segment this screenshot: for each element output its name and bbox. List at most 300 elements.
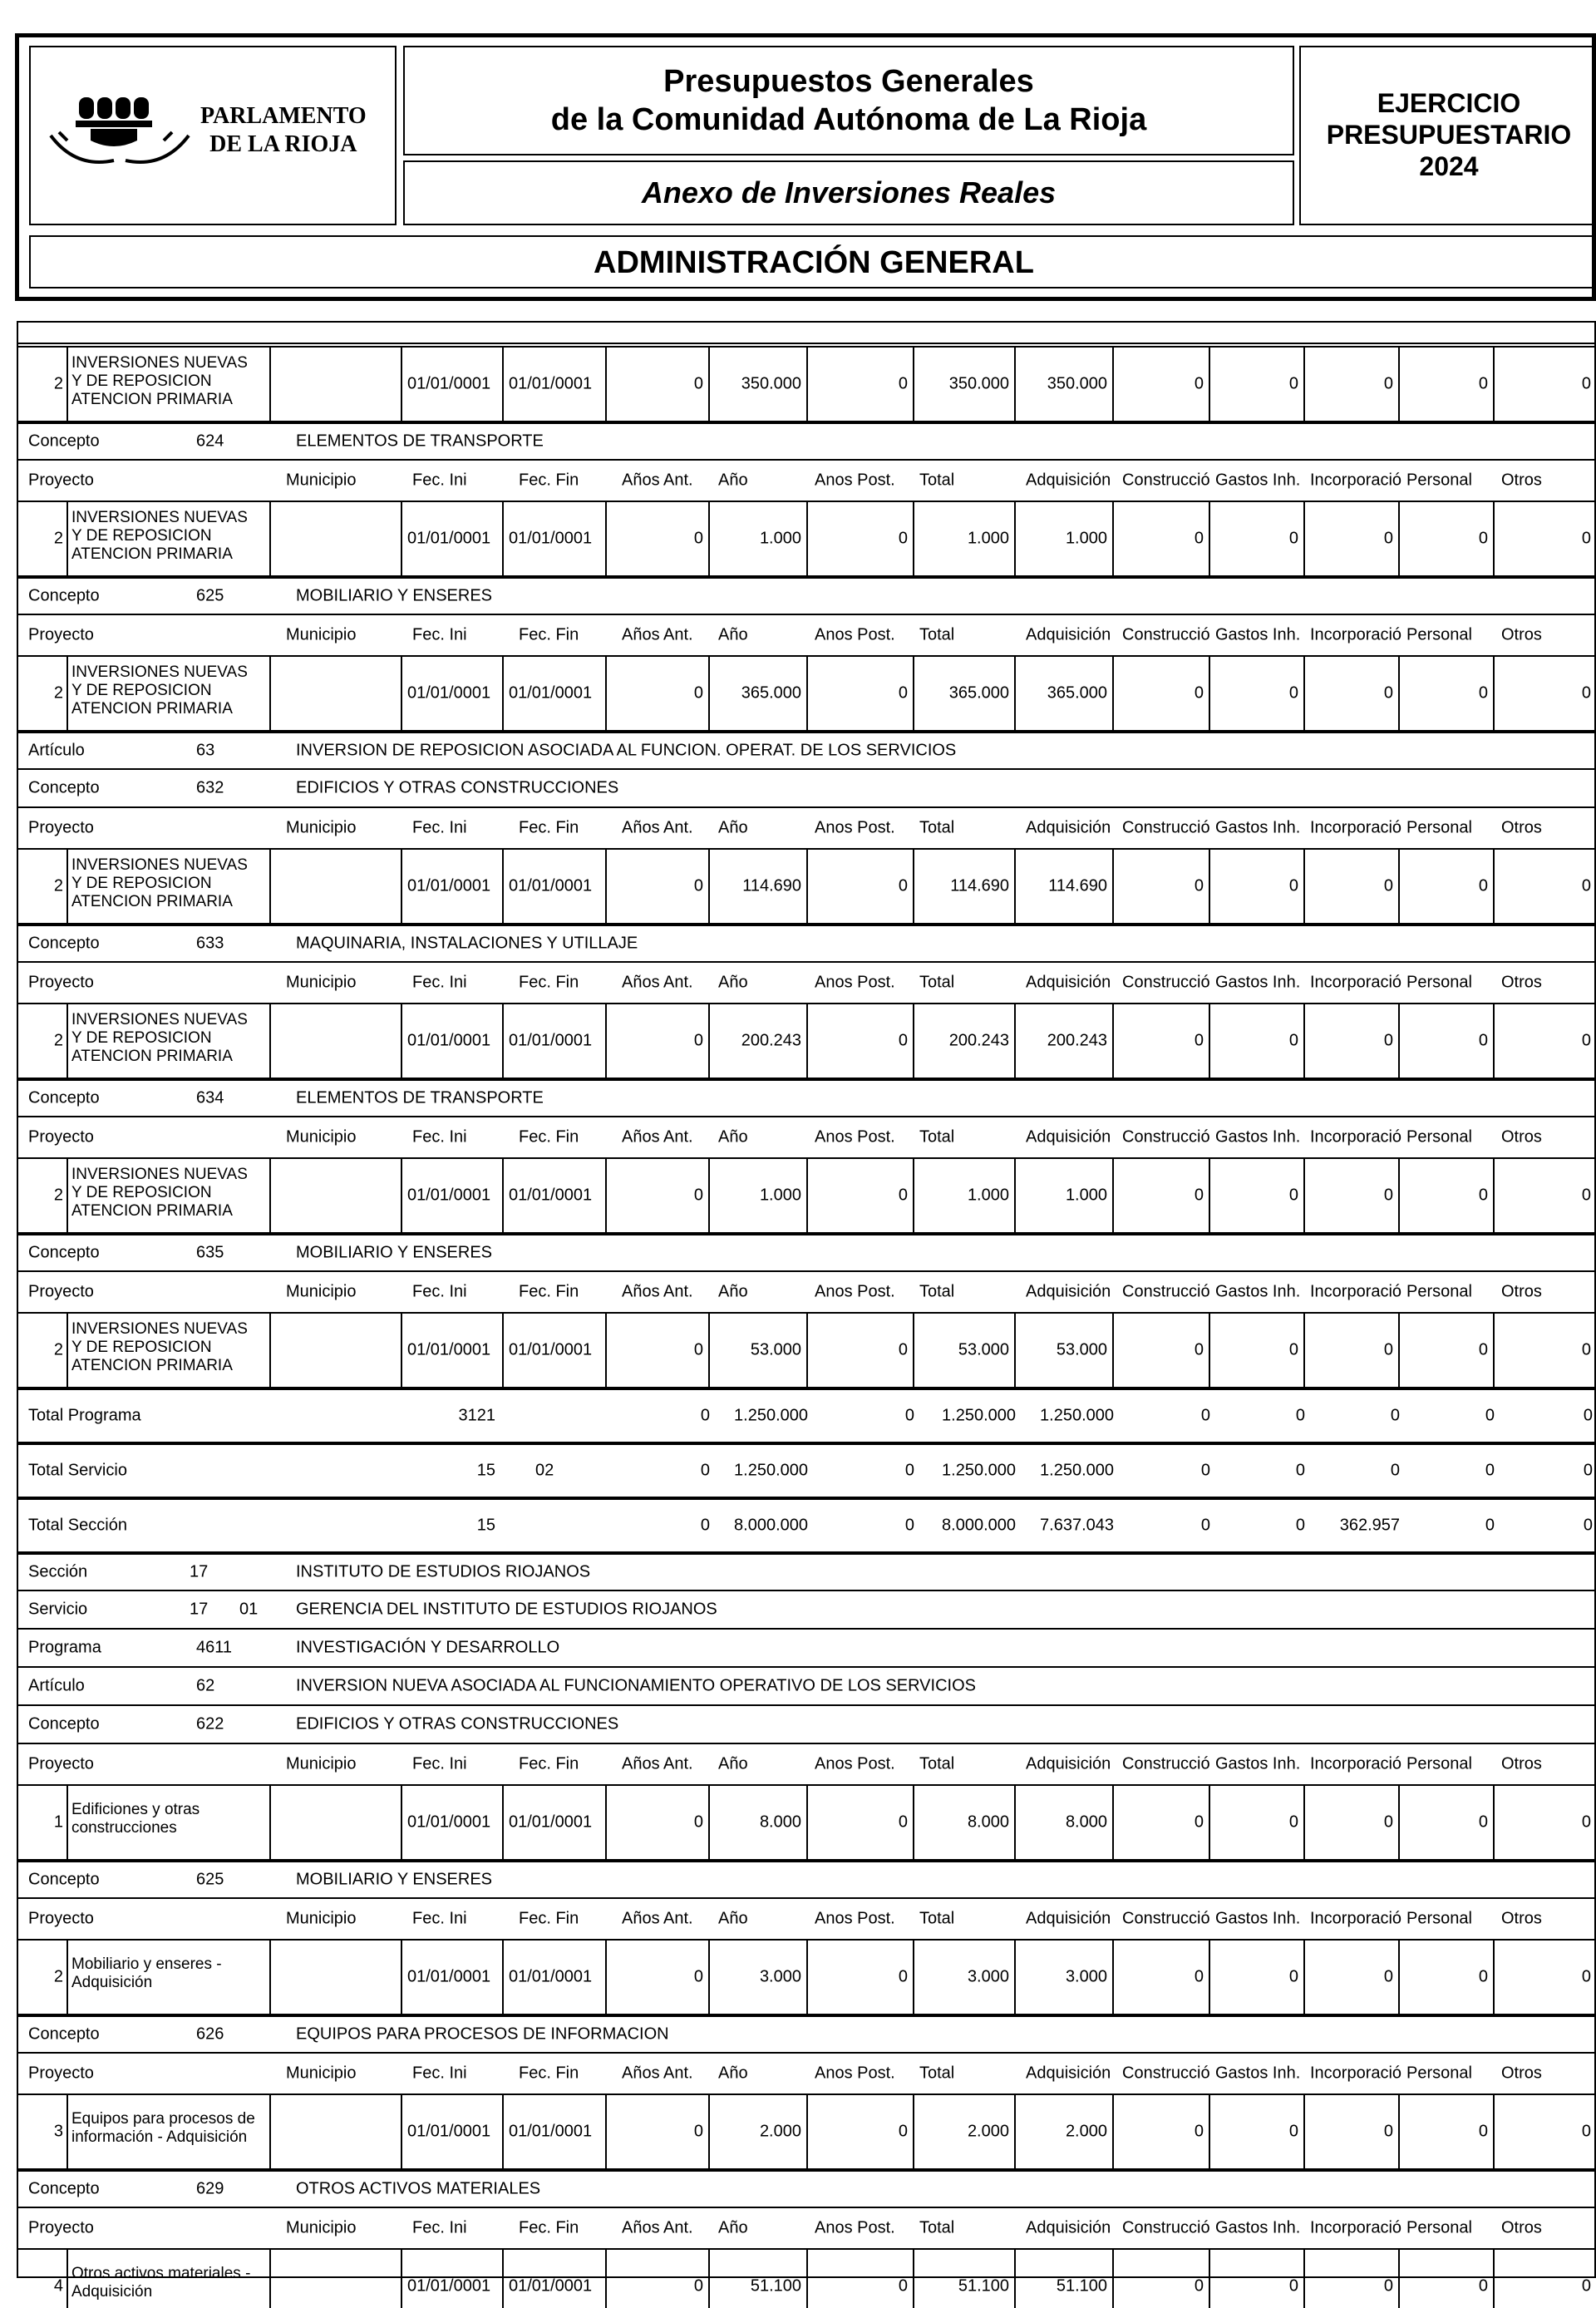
value-cell	[914, 1314, 1016, 1387]
value-cell	[1114, 657, 1210, 730]
column-header: Fec. Ini	[412, 625, 467, 644]
value-cell	[1400, 348, 1495, 421]
value-cell	[710, 1314, 808, 1387]
value-cell	[808, 1786, 914, 1859]
value-cell	[1400, 1941, 1495, 2014]
value: 0	[1194, 2276, 1204, 2296]
column-header: Año	[718, 625, 748, 644]
column-header: Años Ant.	[622, 625, 693, 644]
description-line: Y DE REPOSICION	[71, 875, 212, 892]
column-header: Años Ant.	[622, 973, 693, 992]
row-code: 626	[196, 2024, 224, 2044]
value-cell	[1495, 2250, 1596, 2308]
project-description	[66, 1786, 271, 1859]
column-header: Personal	[1406, 818, 1472, 837]
value: 114.690	[1048, 876, 1107, 895]
section-label-row	[18, 1551, 1596, 1590]
value: 0	[693, 1031, 703, 1050]
section-label-row	[18, 1859, 1596, 1897]
column-header: Anos Post.	[815, 1127, 895, 1147]
value: 0	[1478, 1340, 1488, 1359]
row-text: EDIFICIOS Y OTRAS CONSTRUCCIONES	[296, 1714, 619, 1733]
municipio-cell	[271, 502, 402, 575]
column-header: Años Ant.	[622, 1127, 693, 1147]
row-label: Concepto	[28, 1243, 100, 1262]
value: 1.000	[759, 1186, 801, 1205]
column-header: Años Ant.	[622, 1754, 693, 1773]
column-header: Proyecto	[28, 625, 94, 644]
fecha-fin: 01/01/0001	[509, 529, 593, 548]
project-number: 2	[53, 1031, 63, 1050]
row-code: 17	[190, 1562, 209, 1581]
value: 0	[1194, 1812, 1204, 1832]
section-title: ADMINISTRACIÓN GENERAL	[29, 235, 1596, 288]
column-header: Municipio	[286, 1909, 357, 1928]
document-title	[403, 46, 1294, 155]
annex-title: Anexo de Inversiones Reales	[403, 160, 1294, 225]
value: 3.000	[759, 1967, 801, 1986]
column-header: Gastos Inh.	[1215, 471, 1301, 490]
municipio-cell	[271, 1159, 402, 1232]
value: 0	[1478, 683, 1488, 703]
project-number: 2	[53, 876, 63, 895]
column-header: Proyecto	[28, 471, 94, 490]
value: 0	[1194, 1967, 1204, 1986]
value-cell	[607, 850, 710, 923]
row-code-secondary: 01	[239, 1600, 259, 1619]
value-cell	[1210, 2250, 1305, 2308]
value-cell	[1305, 850, 1400, 923]
project-number: 2	[53, 1340, 63, 1359]
column-header: Adquisición	[1026, 1127, 1111, 1147]
value-cell	[914, 2250, 1016, 2308]
column-header-row	[18, 2052, 1596, 2093]
fecha-fin: 01/01/0001	[509, 2276, 593, 2296]
section-label-row	[18, 2014, 1596, 2052]
section-label-row	[18, 575, 1596, 614]
value: 350.000	[741, 374, 801, 393]
column-header: Total	[919, 2064, 955, 2083]
column-header: Años Ant.	[622, 471, 693, 490]
description-line: información - Adquisición	[71, 2128, 248, 2146]
row-code: 635	[196, 1243, 224, 1262]
investments-table	[17, 321, 1596, 2301]
total-value: 0	[1583, 1461, 1593, 1480]
value-cell	[607, 2250, 710, 2308]
value-cell	[710, 850, 808, 923]
value: 0	[1194, 876, 1204, 895]
column-header: Gastos Inh.	[1215, 1909, 1301, 1928]
column-header: Personal	[1406, 1127, 1472, 1147]
fecha-inicio: 01/01/0001	[407, 683, 491, 703]
project-description	[66, 1004, 271, 1078]
value: 0	[693, 876, 703, 895]
value-cell	[1495, 1004, 1596, 1078]
column-header-row	[18, 806, 1596, 848]
section-label-row	[18, 1078, 1596, 1116]
municipio-cell	[271, 657, 402, 730]
value: 0	[693, 2122, 703, 2141]
value: 200.243	[1047, 1031, 1107, 1050]
value-cell	[1400, 850, 1495, 923]
value-cell	[1495, 1941, 1596, 2014]
row-text: MOBILIARIO Y ENSERES	[296, 586, 493, 605]
fecha-inicio: 01/01/0001	[407, 1967, 491, 1986]
value: 0	[1383, 2276, 1393, 2296]
value: 0	[1288, 2122, 1298, 2141]
total-code-secondary: 02	[535, 1461, 554, 1480]
column-header: Otros	[1501, 1282, 1542, 1301]
row-code: 633	[196, 934, 224, 953]
value-cell	[1210, 1941, 1305, 2014]
description-line: INVERSIONES NUEVAS	[71, 1011, 248, 1028]
column-header: Otros	[1501, 2218, 1542, 2237]
column-header: Gastos Inh.	[1215, 625, 1301, 644]
value: 0	[1383, 374, 1393, 393]
value-cell	[1114, 1314, 1210, 1387]
title-line1: Presupuestos Generales	[663, 64, 1034, 99]
value-cell	[808, 657, 914, 730]
column-header: Personal	[1406, 2064, 1472, 2083]
total-value: 362.957	[1339, 1516, 1400, 1535]
column-header: Otros	[1501, 818, 1542, 837]
row-label: Concepto	[28, 2179, 100, 2198]
column-header: Año	[718, 973, 748, 992]
column-header: Proyecto	[28, 1127, 94, 1147]
table-row	[18, 346, 1596, 421]
project-description	[66, 1941, 271, 2014]
value-cell	[1495, 850, 1596, 923]
row-label: Programa	[28, 1638, 101, 1657]
project-description	[66, 1314, 271, 1387]
table-row	[18, 1939, 1596, 2014]
value: 0	[1288, 1967, 1298, 1986]
description-line: ATENCION PRIMARIA	[71, 545, 233, 563]
column-header: Personal	[1406, 1754, 1472, 1773]
value: 0	[1581, 1031, 1591, 1050]
column-header: Total	[919, 471, 955, 490]
value-cell	[1495, 1314, 1596, 1387]
section-label-row	[18, 2168, 1596, 2207]
column-header: Fec. Fin	[519, 1127, 579, 1147]
value: 0	[1194, 374, 1204, 393]
value-cell	[1305, 502, 1400, 575]
total-code: 15	[476, 1516, 495, 1535]
value: 0	[1194, 1031, 1204, 1050]
column-header: Construcció	[1122, 2218, 1210, 2237]
value: 0	[1581, 2122, 1591, 2141]
value: 0	[1288, 374, 1298, 393]
value: 0	[1581, 1967, 1591, 1986]
value-cell	[1016, 502, 1114, 575]
fecha-inicio-cell	[402, 502, 504, 575]
value: 1.000	[967, 529, 1009, 548]
column-header: Año	[718, 818, 748, 837]
value: 0	[1478, 2276, 1488, 2296]
description-line: Equipos para procesos de	[71, 2110, 255, 2128]
value-cell	[808, 1314, 914, 1387]
total-value: 0	[1485, 1406, 1495, 1425]
description-line: INVERSIONES NUEVAS	[71, 663, 248, 681]
table-row	[18, 1312, 1596, 1387]
value-cell	[1495, 657, 1596, 730]
row-code: 63	[196, 741, 215, 760]
column-header: Anos Post.	[815, 818, 895, 837]
row-code: 625	[196, 586, 224, 605]
value-cell	[1495, 1159, 1596, 1232]
fecha-inicio: 01/01/0001	[407, 1031, 491, 1050]
column-header: Personal	[1406, 973, 1472, 992]
value: 0	[1478, 876, 1488, 895]
total-value: 7.637.043	[1040, 1516, 1114, 1535]
value-cell	[1210, 1159, 1305, 1232]
value: 0	[1383, 2122, 1393, 2141]
value-cell	[914, 1941, 1016, 2014]
value-cell	[914, 2095, 1016, 2168]
value: 1.000	[967, 1186, 1009, 1205]
description-line: INVERSIONES NUEVAS	[71, 1166, 248, 1183]
column-header: Total	[919, 625, 955, 644]
column-header: Construcció	[1122, 1754, 1210, 1773]
column-header: Construcció	[1122, 625, 1210, 644]
column-header: Fec. Fin	[519, 625, 579, 644]
fecha-fin: 01/01/0001	[509, 374, 593, 393]
row-text: INVERSION NUEVA ASOCIADA AL FUNCIONAMIENTO OPERATIVO DE LOS SERVICIOS	[296, 1676, 976, 1695]
value-cell	[1210, 1004, 1305, 1078]
municipio-cell	[271, 1786, 402, 1859]
total-row	[18, 1497, 1596, 1551]
project-number-cell	[18, 1314, 66, 1387]
value-cell	[1016, 2095, 1114, 2168]
total-value: 0	[904, 1406, 914, 1425]
column-header-row	[18, 614, 1596, 655]
column-header: Fec. Ini	[412, 1909, 467, 1928]
column-header: Adquisición	[1026, 471, 1111, 490]
value: 8.000	[967, 1812, 1009, 1832]
project-number-cell	[18, 1159, 66, 1232]
row-label: Sección	[28, 1562, 88, 1581]
description-line: Adquisición	[71, 1974, 153, 1991]
value: 0	[1383, 683, 1393, 703]
value: 8.000	[759, 1812, 801, 1832]
value-cell	[1016, 1314, 1114, 1387]
value-cell	[607, 1314, 710, 1387]
total-value: 0	[1295, 1406, 1305, 1425]
row-label: Concepto	[28, 586, 100, 605]
column-header: Años Ant.	[622, 2064, 693, 2083]
value: 0	[1194, 683, 1204, 703]
fecha-fin-cell	[504, 1941, 607, 2014]
project-number: 4	[53, 2276, 63, 2296]
section-label-row	[18, 1232, 1596, 1270]
logo-line1: PARLAMENTO	[200, 103, 367, 129]
row-label: Servicio	[28, 1600, 88, 1619]
column-header: Construcció	[1122, 2064, 1210, 2083]
value: 0	[1581, 1186, 1591, 1205]
column-header: Total	[919, 1909, 955, 1928]
description-line: INVERSIONES NUEVAS	[71, 509, 248, 526]
project-number-cell	[18, 2250, 66, 2308]
column-header: Municipio	[286, 1282, 357, 1301]
value-cell	[914, 850, 1016, 923]
section-label-row	[18, 1628, 1596, 1666]
column-header: Proyecto	[28, 2218, 94, 2237]
total-code: 3121	[458, 1406, 495, 1425]
fecha-inicio: 01/01/0001	[407, 2122, 491, 2141]
value-cell	[1495, 2095, 1596, 2168]
column-header: Total	[919, 1282, 955, 1301]
description-line: Mobiliario y enseres -	[71, 1955, 222, 1973]
value-cell	[710, 1159, 808, 1232]
value: 0	[898, 1812, 908, 1832]
column-header: Otros	[1501, 973, 1542, 992]
value: 365.000	[1047, 683, 1107, 703]
value: 0	[1478, 2122, 1488, 2141]
column-header: Incorporació	[1310, 973, 1402, 992]
value: 0	[1288, 1031, 1298, 1050]
value-cell	[1400, 1786, 1495, 1859]
description-line: Y DE REPOSICION	[71, 682, 212, 699]
value-cell	[1305, 1004, 1400, 1078]
logo-box	[29, 46, 397, 225]
value: 2.000	[1065, 2122, 1107, 2141]
column-header: Construcció	[1122, 1909, 1210, 1928]
row-label: Concepto	[28, 1714, 100, 1733]
value: 200.243	[741, 1031, 801, 1050]
row-code: 622	[196, 1714, 224, 1733]
municipio-cell	[271, 2095, 402, 2168]
project-number-cell	[18, 1941, 66, 2014]
description-line: Y DE REPOSICION	[71, 1029, 212, 1047]
total-value: 0	[1390, 1461, 1400, 1480]
fecha-fin-cell	[504, 2095, 607, 2168]
value: 51.100	[958, 2276, 1009, 2296]
fecha-inicio: 01/01/0001	[407, 2276, 491, 2296]
fecha-fin-cell	[504, 1786, 607, 1859]
column-header: Incorporació	[1310, 1282, 1402, 1301]
table-row	[18, 1003, 1596, 1078]
column-header-row	[18, 1743, 1596, 1784]
total-value: 1.250.000	[1040, 1406, 1114, 1425]
value: 0	[1288, 683, 1298, 703]
column-header: Incorporació	[1310, 2064, 1402, 2083]
project-number-cell	[18, 2095, 66, 2168]
section-label-row	[18, 1666, 1596, 1704]
column-header: Incorporació	[1310, 1909, 1402, 1928]
column-header: Año	[718, 1127, 748, 1147]
project-number-cell	[18, 1786, 66, 1859]
value: 1.000	[1065, 529, 1107, 548]
project-description	[66, 850, 271, 923]
value: 0	[1383, 1967, 1393, 1986]
value-cell	[914, 348, 1016, 421]
value-cell	[710, 657, 808, 730]
value: 53.000	[958, 1340, 1009, 1359]
column-header: Gastos Inh.	[1215, 1754, 1301, 1773]
total-value: 0	[1390, 1406, 1400, 1425]
column-header: Fec. Ini	[412, 1127, 467, 1147]
value-cell	[1114, 348, 1210, 421]
fecha-fin-cell	[504, 502, 607, 575]
value: 114.690	[742, 876, 801, 895]
value-cell	[607, 2095, 710, 2168]
column-header: Fec. Ini	[412, 1754, 467, 1773]
column-header: Fec. Fin	[519, 471, 579, 490]
value: 0	[1581, 1812, 1591, 1832]
column-header: Municipio	[286, 973, 357, 992]
column-header: Incorporació	[1310, 818, 1402, 837]
column-header: Proyecto	[28, 1909, 94, 1928]
column-header: Año	[718, 2218, 748, 2237]
value: 0	[1288, 1340, 1298, 1359]
value: 1.000	[759, 529, 801, 548]
value-cell	[1016, 1004, 1114, 1078]
value-cell	[1210, 502, 1305, 575]
column-header: Año	[718, 1282, 748, 1301]
column-header: Proyecto	[28, 1282, 94, 1301]
description-line: Adquisición	[71, 2283, 153, 2301]
description-line: construcciones	[71, 1819, 177, 1837]
column-header: Proyecto	[28, 818, 94, 837]
section-label-row	[18, 1704, 1596, 1743]
value: 0	[898, 1967, 908, 1986]
fecha-fin: 01/01/0001	[509, 1186, 593, 1205]
column-header: Personal	[1406, 2218, 1472, 2237]
parliament-logo-icon	[42, 82, 199, 182]
column-header: Años Ant.	[622, 818, 693, 837]
value-cell	[1305, 2095, 1400, 2168]
column-header: Construcció	[1122, 818, 1210, 837]
row-code: 17	[190, 1600, 209, 1619]
value-cell	[1016, 850, 1114, 923]
column-header: Gastos Inh.	[1215, 1282, 1301, 1301]
column-header: Año	[718, 2064, 748, 2083]
value-cell	[808, 1004, 914, 1078]
fecha-inicio-cell	[402, 2250, 504, 2308]
value-cell	[1305, 1314, 1400, 1387]
fecha-inicio-cell	[402, 1004, 504, 1078]
section-label-row	[18, 923, 1596, 961]
row-text: MOBILIARIO Y ENSERES	[296, 1243, 493, 1262]
value: 114.690	[950, 876, 1009, 895]
column-header: Adquisición	[1026, 973, 1111, 992]
column-header: Construcció	[1122, 1127, 1210, 1147]
column-header: Municipio	[286, 1754, 357, 1773]
column-header: Anos Post.	[815, 2218, 895, 2237]
table-top-strip	[18, 323, 1594, 344]
value: 0	[1383, 876, 1393, 895]
municipio-cell	[271, 348, 402, 421]
project-number-cell	[18, 657, 66, 730]
column-header: Fec. Ini	[412, 471, 467, 490]
row-code: 4611	[196, 1638, 233, 1657]
row-text: GERENCIA DEL INSTITUTO DE ESTUDIOS RIOJANOS	[296, 1600, 717, 1619]
value-cell	[808, 1159, 914, 1232]
value-cell	[914, 502, 1016, 575]
value-cell	[808, 1941, 914, 2014]
column-header: Adquisición	[1026, 2218, 1111, 2237]
row-code: 62	[196, 1676, 215, 1695]
row-text: EDIFICIOS Y OTRAS CONSTRUCCIONES	[296, 778, 619, 797]
total-value: 0	[1200, 1406, 1210, 1425]
column-header: Adquisición	[1026, 1754, 1111, 1773]
column-header: Adquisición	[1026, 2064, 1111, 2083]
description-line: ATENCION PRIMARIA	[71, 700, 233, 718]
column-header: Incorporació	[1310, 1754, 1402, 1773]
value: 51.100	[1056, 2276, 1107, 2296]
value-cell	[1114, 1159, 1210, 1232]
description-line: ATENCION PRIMARIA	[71, 1357, 233, 1374]
